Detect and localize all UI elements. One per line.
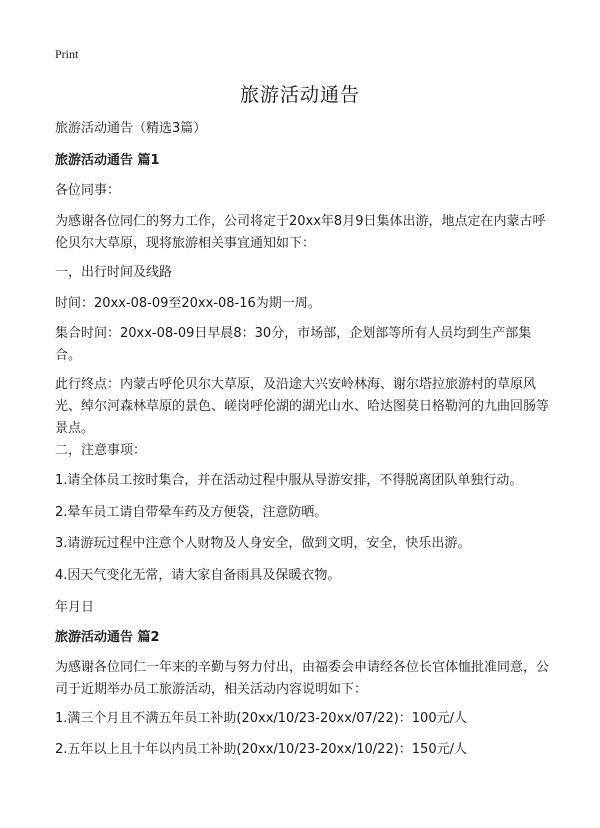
section-1-heading: 旅游活动通告 篇1 xyxy=(55,153,160,168)
print-link[interactable]: Print xyxy=(55,47,79,61)
section-1-intro: 为感谢各位同仁的努力工作，公司将定于20xx年8月9日集体出游，地点定在内蒙古呼伦贝尔大草原，现将旅游相关事宜通知如下： xyxy=(55,214,546,251)
section-1-part-1-title: 一，出行时间及线路 xyxy=(55,265,173,280)
section-2-intro: 为感谢各位同仁一年来的辛勤与努力付出，由福委会申请经各位长官体恤批准同意，公司于近期举办员工旅游活动，相关活动内容说明如下： xyxy=(55,660,550,697)
section-2-item: 2.五年以上且十年以内员工补助(20xx/10/23-20xx/10/22)：150元/人 xyxy=(55,742,467,757)
page-title: 旅游活动通告 xyxy=(239,84,360,106)
section-1-date-line: 年月日 xyxy=(55,600,95,615)
document-subtitle: 旅游活动通告（精选3篇） xyxy=(55,121,207,136)
section-1-greeting: 各位同事： xyxy=(55,183,121,198)
section-1-part-2-title: 二，注意事项： xyxy=(55,443,147,458)
section-1-note: 4.因天气变化无常，请大家自备雨具及保暖衣物。 xyxy=(55,568,341,583)
section-1-gather: 集合时间：20xx-08-09日早晨8：30分，市场部，企划部等所有人员均到生产部集合。 xyxy=(55,326,532,363)
section-2-heading: 旅游活动通告 篇2 xyxy=(55,630,160,645)
section-1-time: 时间：20xx-08-09至20xx-08-16为期一周。 xyxy=(55,296,321,311)
section-1-note: 2.晕车员工请自带晕车药及方便袋，注意防晒。 xyxy=(55,505,328,520)
section-1-route: 此行终点：内蒙古呼伦贝尔大草原，及沿途大兴安岭林海、谢尔塔拉旅游村的草原风光、绰尔河森林草原的景色、嵯岗呼伦湖的湖光山水、哈达图莫日格勒河的九曲回肠等景点。 xyxy=(55,377,550,436)
section-1-note: 1.请全体员工按时集合，并在活动过程中服从导游安排，不得脱离团队单独行动。 xyxy=(55,473,523,488)
section-2-item: 1.满三个月且不满五年员工补助(20xx/10/23-20xx/07/22)：100元/人 xyxy=(55,711,467,726)
section-1-note: 3.请游玩过程中注意个人财物及人身安全，做到文明，安全，快乐出游。 xyxy=(55,536,471,551)
